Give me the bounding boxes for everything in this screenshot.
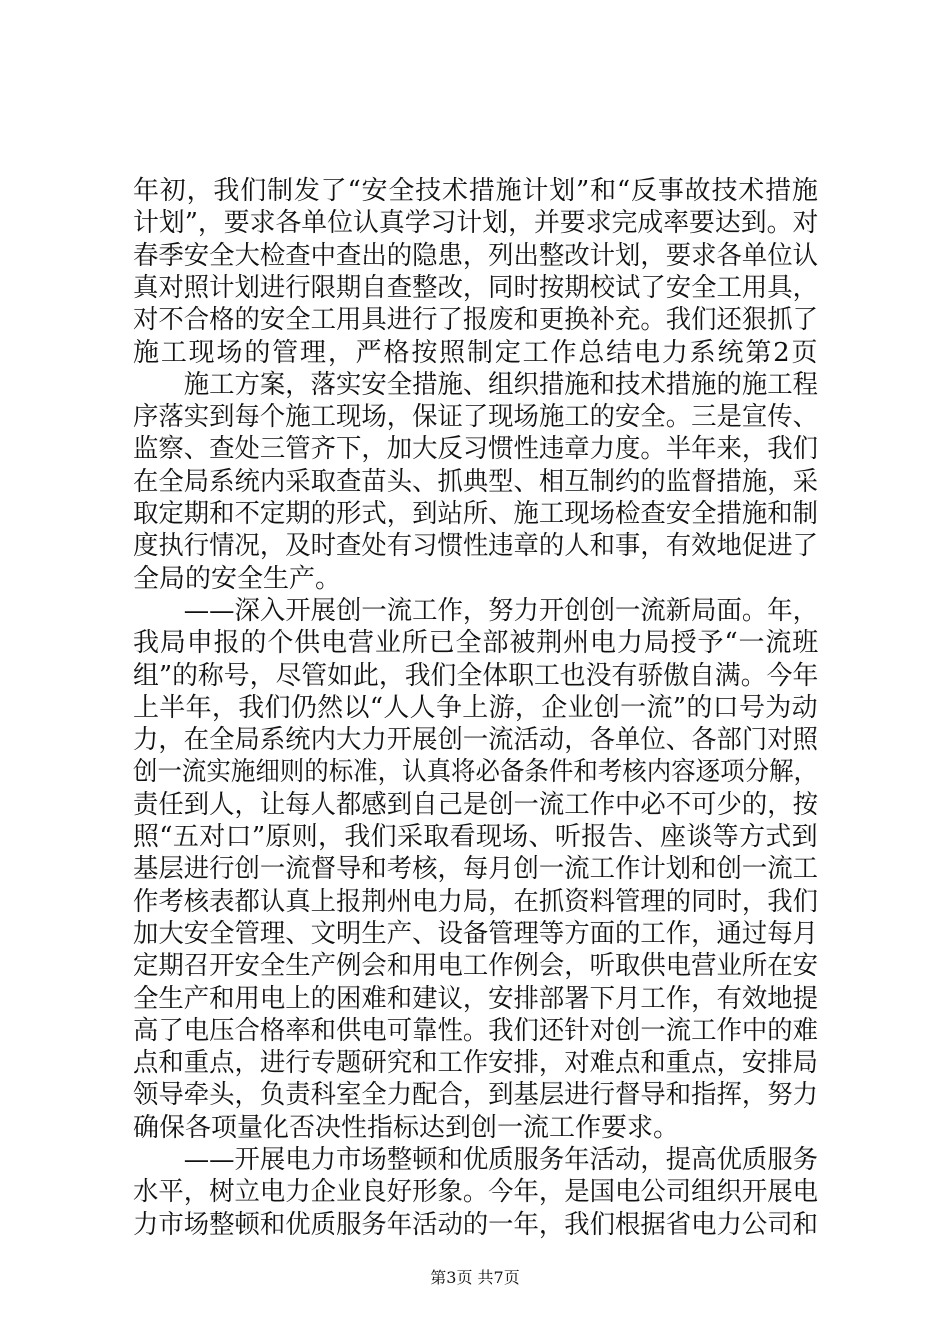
text-line: 加大安全管理、文明生产、设备管理等方面的工作，通过每月 bbox=[133, 918, 819, 949]
text-line: 作考核表都认真上报荆州电力局，在抓资料管理的同时，我们 bbox=[133, 886, 819, 917]
text-line: 我局申报的个供电营业所已全部被荆州电力局授予“一流班 bbox=[133, 628, 820, 659]
text-line: 取定期和不定期的形式，到站所、施工现场检查安全措施和制 bbox=[133, 499, 819, 529]
text-line: 创一流实施细则的标准，认真将必备条件和考核内容逐项分解， bbox=[133, 757, 819, 788]
text-line: 在全局系统内采取查苗头、抓典型、相互制约的监督措施，采 bbox=[133, 466, 819, 497]
text-line: 真对照计划进行限期自查整改，同时按期校试了安全工用具， bbox=[133, 272, 819, 303]
text-line: 施工方案，落实安全措施、组织措施和技术措施的施工程 bbox=[133, 369, 819, 400]
text-line: 监察、查处三管齐下，加大反习惯性违章力度。半年来，我们 bbox=[133, 434, 819, 465]
text-line: 领导牵头，负责科室全力配合，到基层进行督导和指挥，努力 bbox=[133, 1080, 819, 1111]
page-footer: 第3页 共7页 bbox=[430, 1268, 520, 1287]
text-line: 度执行情况，及时查处有习惯性违章的人和事，有效地促进了 bbox=[133, 531, 819, 562]
text-line: 春季安全大检查中查出的隐患，列出整改计划，要求各单位认 bbox=[133, 240, 819, 271]
text-line: 高了电压合格率和供电可靠性。我们还针对创一流工作中的难 bbox=[133, 1015, 819, 1046]
text-line: 定期召开安全生产例会和用电工作例会，听取供电营业所在安 bbox=[133, 951, 819, 982]
text-line: 力市场整顿和优质服务年活动的一年，我们根据省电力公司和 bbox=[133, 1209, 819, 1240]
text-line: 确保各项量化否决性指标达到创一流工作要求。 bbox=[133, 1112, 680, 1143]
text-line: 全生产和用电上的困难和建议，安排部署下月工作，有效地提 bbox=[133, 983, 819, 1014]
text-line: 组”的称号，尽管如此，我们全体职工也没有骄傲自满。今年 bbox=[133, 660, 819, 691]
text-line: 计划”，要求各单位认真学习计划，并要求完成率要达到。对 bbox=[133, 208, 819, 239]
text-line: ——深入开展创一流工作，努力开创创一流新局面。年， bbox=[133, 595, 819, 626]
text-line: 照“五对口”原则，我们采取看现场、听报告、座谈等方式到 bbox=[133, 822, 818, 852]
text-line: 基层进行创一流督导和考核，每月创一流工作计划和创一流工 bbox=[133, 854, 819, 885]
text-line: 对不合格的安全工用具进行了报废和更换补充。我们还狠抓了 bbox=[133, 305, 819, 336]
text-line: 力，在全局系统内大力开展创一流活动，各单位、各部门对照 bbox=[133, 725, 819, 756]
text-line: ——开展电力市场整顿和优质服务年活动，提高优质服务 bbox=[133, 1145, 819, 1175]
text-line: 责任到人，让每人都感到自己是创一流工作中必不可少的，按 bbox=[133, 789, 819, 820]
text-line: 年初，我们制发了“安全技术措施计划”和“反事故技术措施 bbox=[133, 176, 819, 206]
text-line: 上半年，我们仍然以“人人争上游，企业创一流”的口号为动 bbox=[133, 692, 818, 723]
text-line: 序落实到每个施工现场，保证了现场施工的安全。三是宣传、 bbox=[133, 402, 819, 433]
text-line: 全局的安全生产。 bbox=[133, 563, 342, 594]
text-line: 点和重点，进行专题研究和工作安排，对难点和重点，安排局 bbox=[133, 1048, 819, 1079]
text-line: 施工现场的管理，严格按照制定工作总结电力系统第2页 bbox=[133, 337, 820, 368]
text-line: 水平，树立电力企业良好形象。今年，是国电公司组织开展电 bbox=[133, 1177, 819, 1208]
